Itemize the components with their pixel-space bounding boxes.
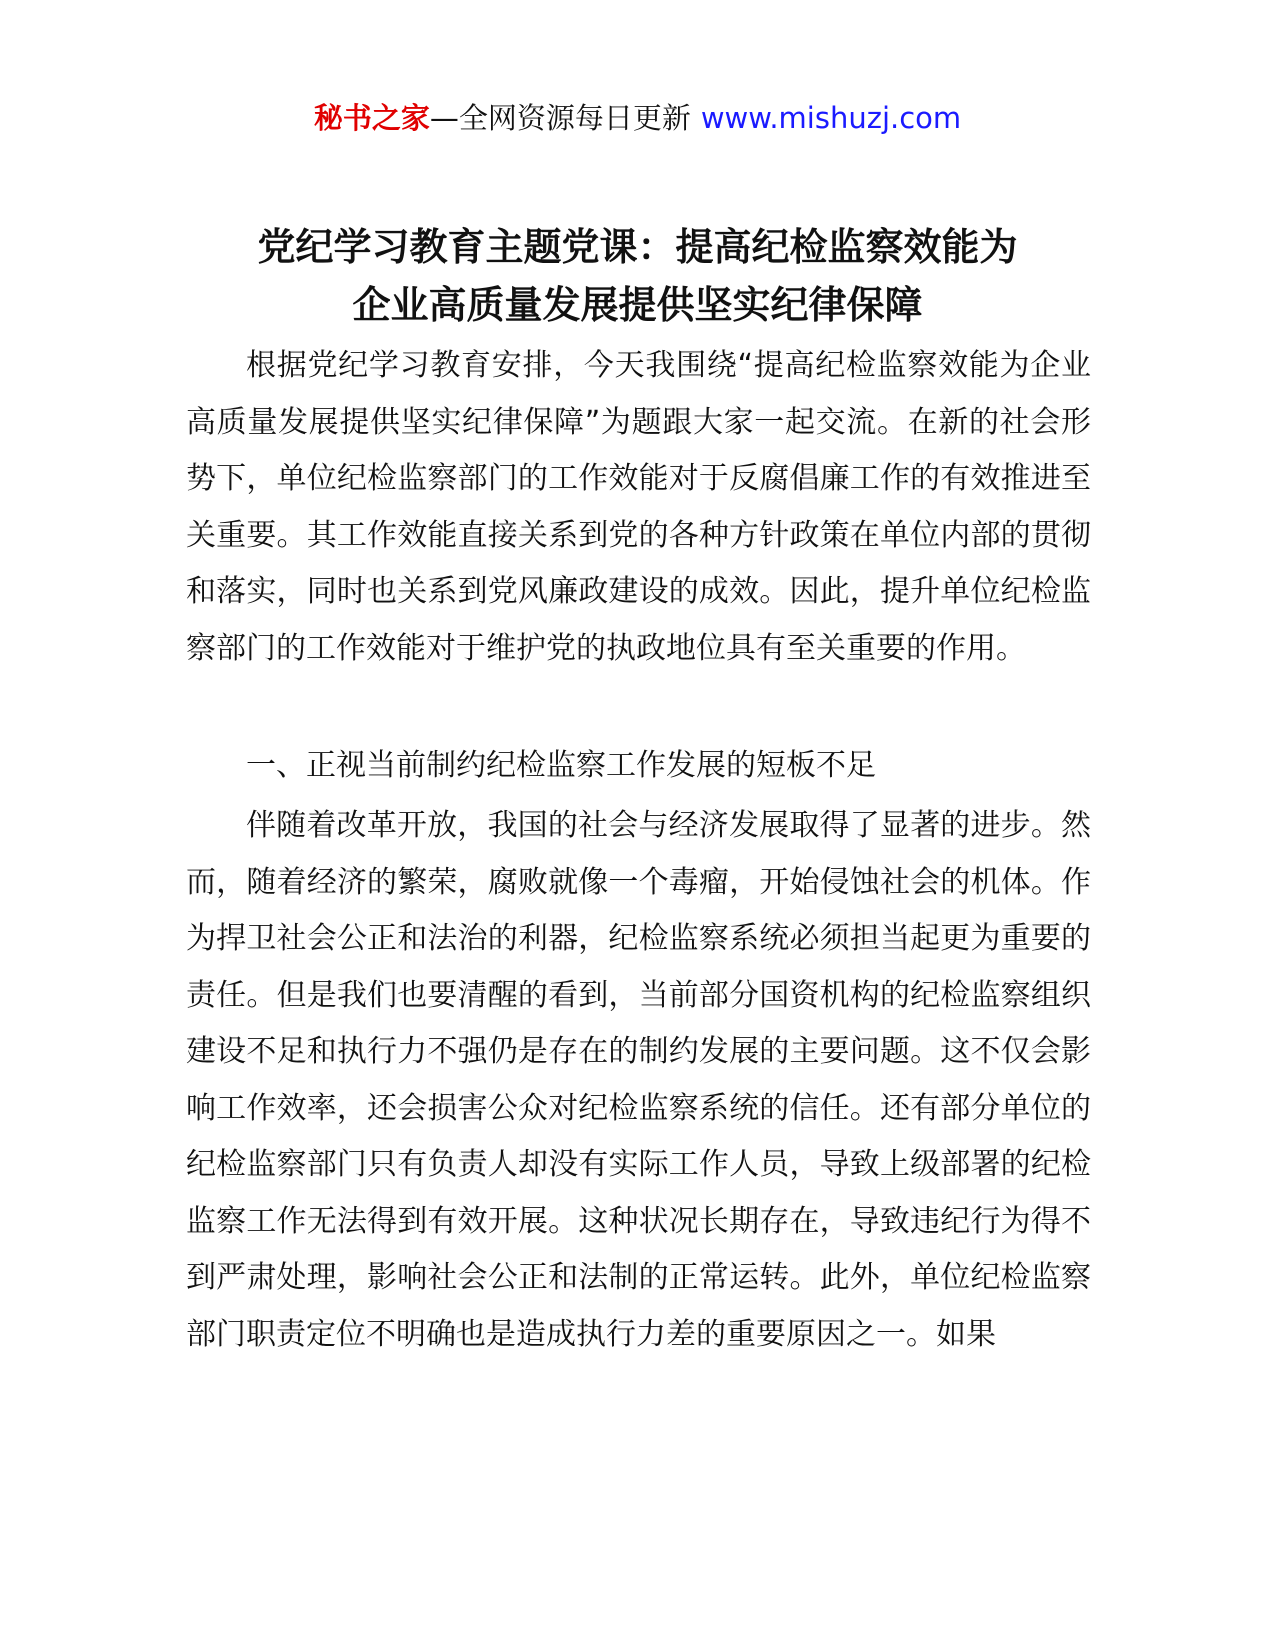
paragraph: 根据党纪学习教育安排，今天我围绕“提高纪检监察效能为企业高质量发展提供坚实纪律保障”为题跟大家一起交流。在新的社会形势下，单位纪检监察部门的工作效能对于反腐倡廉工作的有效推进至关重要。其工作效能直接关系到党的各种方针政策在单位内部的贯彻和落实，同时也关系到党风廉政建设的成效。因此，提升单位纪检监察部门的工作效能对于维护党的执政地位具有至关重要的作用。	[186, 348, 1091, 666]
brand-name: 秘书之家	[313, 101, 430, 135]
paragraph: 伴随着改革开放，我国的社会与经济发展取得了显著的进步。然而，随着经济的繁荣，腐败就像一个毒瘤，开始侵蚀社会的机体。作为捍卫社会公正和法治的利器，纪检监察系统必须担当起更为重要的责任。但是我们也要清醒的看到，当前部分国资机构的纪检监察组织建设不足和执行力不强仍是存在的制约发展的主要问题。这不仅会影响工作效率，还会损害公众对纪检监察系统的信任。还有部分单位的纪检监察部门只有负责人却没有实际工作人员，导致上级部署的纪检监察工作无法得到有效开展。这种状况长期存在，导致违纪行为得不到严肃处理，影响社会公正和法制的正常运转。此外，单位纪检监察部门职责定位不明确也是造成执行力差的重要原因之一。如果	[186, 808, 1091, 1352]
body-section	[186, 798, 1091, 1363]
header-tagline: —全网资源每日更新	[429, 101, 691, 135]
document-title	[180, 218, 1095, 334]
title-line-1: 党纪学习教育主题党课：提高纪检监察效能为	[257, 225, 1018, 269]
title-line-2: 企业高质量发展提供坚实纪律保障	[352, 283, 923, 327]
site-header	[0, 98, 1275, 138]
section-heading-section	[186, 738, 1091, 795]
site-url-link[interactable]: www.mishuzj.com	[700, 101, 962, 135]
intro-section	[186, 338, 1091, 677]
section-heading: 一、正视当前制约纪检监察工作发展的短板不足	[246, 748, 876, 783]
